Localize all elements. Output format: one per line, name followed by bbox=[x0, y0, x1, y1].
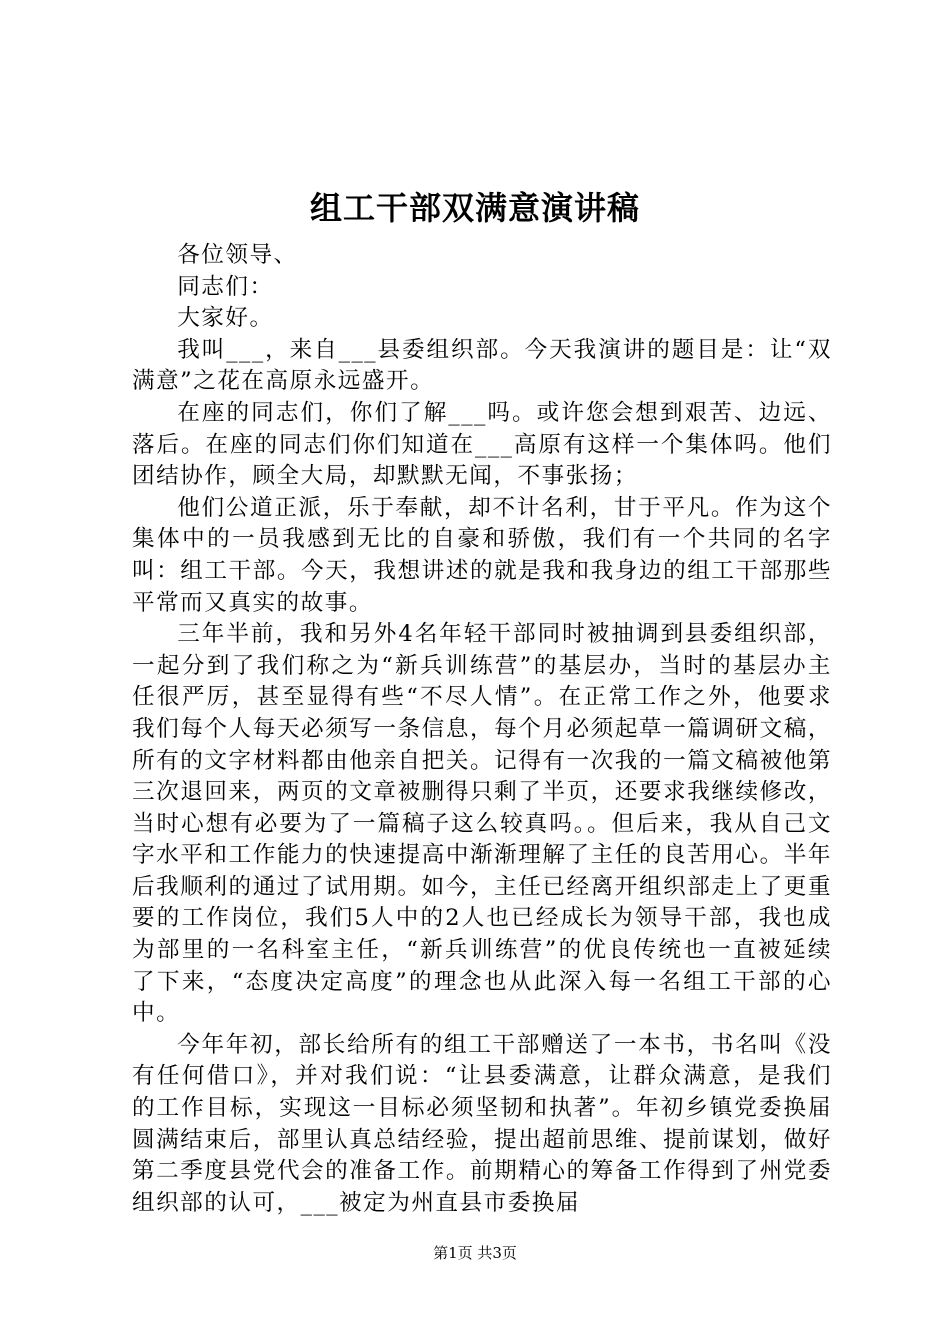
paragraph-book-gift: 今年年初，部长给所有的组工干部赠送了一本书，书名叫《没有任何借口》，并对我们说：“让县委满意，让群众满意，是我们的工作目标，实现这一目标必须坚韧和执著”。年初乡镇党委换届圆满结束后，部里认真总结经验，提出超前思维、提前谋划，做好第二季度县党代会的准备工作。前期精心的筹备工作得到了州党委组织部的认可，___被定为州直县市委换届 bbox=[132, 1031, 832, 1216]
page-number-footer: 第1页 共3页 bbox=[433, 1244, 517, 1262]
paragraph-collective: 在座的同志们，你们了解___吗。或许您会想到艰苦、边远、落后。在座的同志们你们知道在___高原有这样一个集体吗。他们团结协作，顾全大局，却默默无闻，不事张扬； bbox=[132, 399, 832, 490]
salutation-leaders: 各位领导、 bbox=[177, 242, 298, 268]
paragraph-intro: 我叫___，来自___县委组织部。今天我演讲的题目是：让“双满意”之花在高原永远盛开。 bbox=[132, 336, 832, 395]
document-body bbox=[132, 240, 832, 1219]
paragraph-training-camp: 三年半前，我和另外4名年轻干部同时被抽调到县委组织部，一起分到了我们称之为“新兵训练营”的基层办，当时的基层办主任很严厉，甚至显得有些“不尽人情”。在正常工作之外，他要求我们每个人每天必须写一条信息，每个月必须起草一篇调研文稿，所有的文字材料都由他亲自把关。记得有一次我的一篇文稿被他第三次退回来，两页的文章被删得只剩了半页，还要求我继续修改，当时心想有必要为了一篇稿子这么较真吗。。但后来，我从自己文字水平和工作能力的快速提高中渐渐理解了主任的良苦用心。半年后我顺利的通过了试用期。如今，主任已经离开组织部走上了更重要的工作岗位，我们5人中的2人也已经成长为领导干部，我也成为部里的一名科室主任，“新兵训练营”的优良传统也一直被延续了下来，“态度决定高度”的理念也从此深入每一名组工干部的心中。 bbox=[132, 621, 832, 1027]
salutation-comrades: 同志们： bbox=[177, 273, 274, 300]
paragraph-pride: 他们公道正派，乐于奉献，却不计名利，甘于平凡。作为这个集体中的一员我感到无比的自豪和骄傲，我们有一个共同的名字叫：组工干部。今天，我想讲述的就是我和我身边的组工干部那些平常而又真实的故事。 bbox=[132, 494, 832, 616]
greeting: 大家好。 bbox=[177, 305, 274, 332]
document-title: 组工干部双满意演讲稿 bbox=[309, 189, 640, 227]
